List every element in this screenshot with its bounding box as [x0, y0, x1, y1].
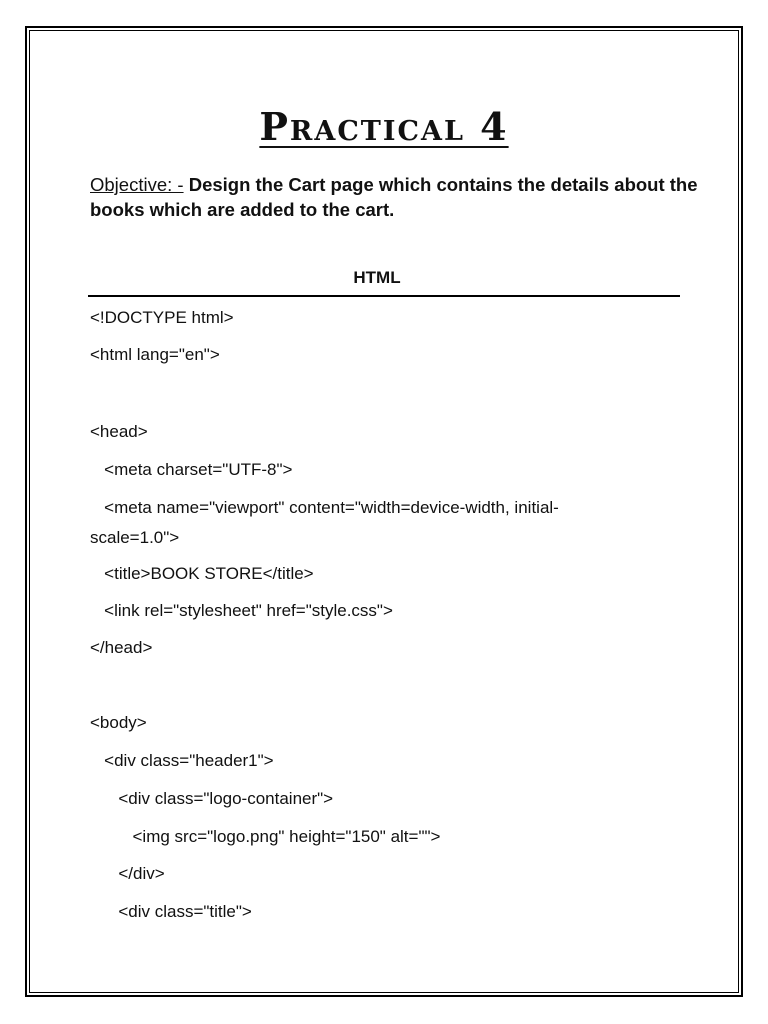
code-line: <div class="header1">	[90, 751, 274, 770]
code-line: <img src="logo.png" height="150" alt="">	[90, 827, 441, 846]
code-line: <html lang="en">	[90, 345, 220, 364]
page-title	[0, 104, 768, 149]
code-line: <div class="title">	[90, 902, 252, 921]
code-line: <meta name="viewport" content="width=device-width, initial-	[90, 498, 559, 517]
code-line: <head>	[90, 422, 148, 441]
code-line: <!DOCTYPE html>	[90, 308, 234, 327]
objective-paragraph	[90, 172, 700, 222]
objective-label: Objective: -	[90, 174, 184, 195]
code-line: </div>	[90, 864, 165, 883]
objective-text: Design the Cart page which contains the details about the books which are added to the cart.	[90, 174, 698, 220]
page-title-text: Practical 4	[259, 104, 509, 149]
code-line: scale=1.0">	[90, 528, 180, 547]
section-heading: HTML	[353, 268, 401, 287]
code-line: </head>	[90, 638, 153, 657]
code-line: <meta charset="UTF-8">	[90, 460, 293, 479]
code-line: <body>	[90, 713, 147, 732]
section-divider	[88, 295, 680, 297]
code-line: <link rel="stylesheet" href="style.css">	[90, 601, 393, 620]
code-line: <title>BOOK STORE</title>	[90, 564, 314, 583]
code-line: <div class="logo-container">	[90, 789, 334, 808]
